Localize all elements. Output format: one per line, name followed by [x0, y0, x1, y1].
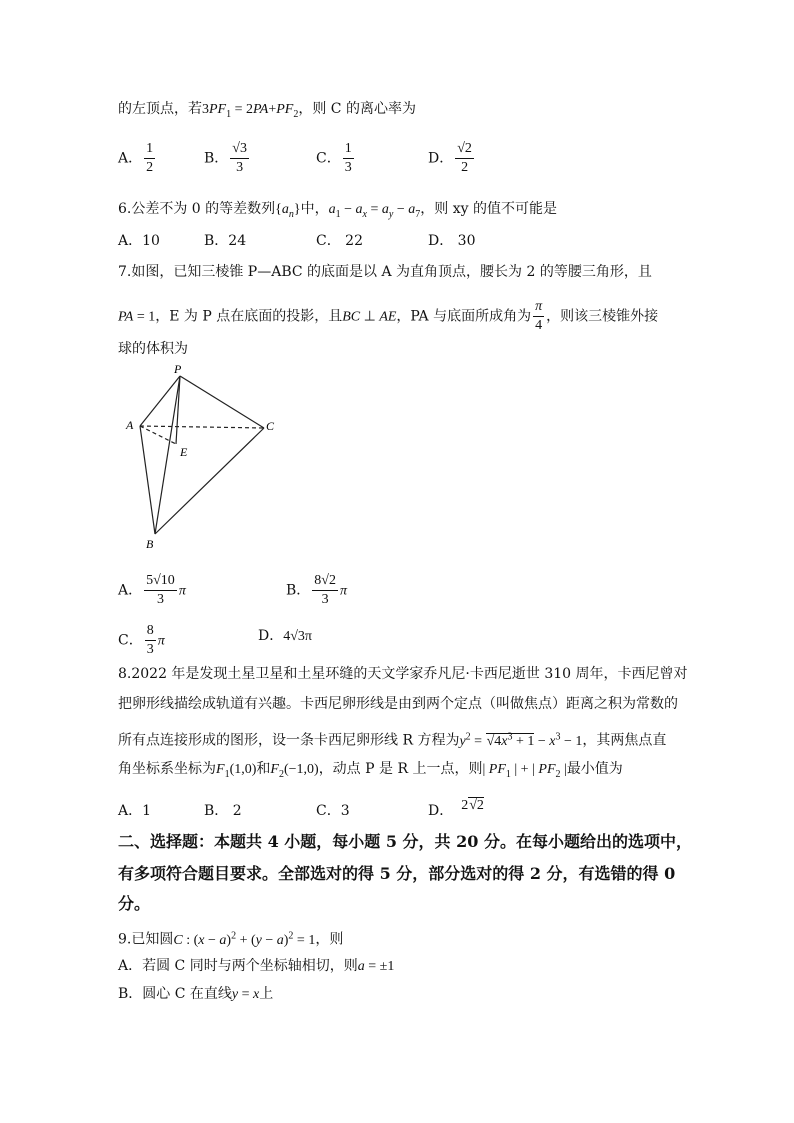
- q5-option-d[interactable]: D． $\frac{√2}{2}$: [428, 141, 472, 175]
- sequence-symbol: $\{a_n\}$: [275, 202, 301, 220]
- label-a: A: [126, 418, 134, 432]
- q8-stem-line1: 8.2022 年是发现土星卫星和土星环缝的天文学家乔凡尼·卡西尼逝世 310 周年，卡西尼曾对: [118, 666, 688, 682]
- q8-stem-line4: 角坐标系坐标为$F_1(1,0)$和$F_2(-1,0)$，动点 P 是 R 上一点，则| $PF_1$ | + | $PF_2$ |最小值为: [118, 761, 623, 780]
- q5-option-a[interactable]: A． $\frac{1}{2}$: [118, 141, 154, 175]
- q5-stem: 的左顶点，若$3PF_1 = 2PA+PF_2$，则 C 的离心率为: [118, 101, 416, 120]
- sequence-equation: $a_1 - a_x = a_y - a_7$: [328, 202, 421, 220]
- q7-stem-line3: 球的体积为: [118, 341, 188, 357]
- label-b: B: [146, 537, 154, 551]
- label-e: E: [180, 445, 188, 459]
- q8-stem-line2: 把卵形线描绘成轨道有兴趣。卡西尼卵形线是由到两个定点（叫做焦点）距离之积为常数的: [118, 696, 678, 712]
- section2-heading-line2: 有多项符合题目要求。全部选对的得 5 分，部分选对的得 2 分，有选错的得 0: [118, 864, 676, 883]
- q8-option-b[interactable]: B． 2: [204, 803, 242, 819]
- q6-option-a[interactable]: A．10: [118, 233, 160, 249]
- tetrahedron-figure: [124, 362, 280, 552]
- q8-stem-line3: 所有点连接形成的图形，设一条卡西尼卵形线 R 方程为$y^2 = √4x^3 + 1 - x^3 - 1$，其两焦点直: [118, 731, 667, 749]
- q7-option-b[interactable]: B． $\frac{8√2}{3}$ π: [286, 573, 347, 607]
- label-c: C: [266, 419, 275, 433]
- q9-option-b[interactable]: B．圆心 C 在直线y = x上: [118, 986, 274, 1002]
- q8-option-d[interactable]: D． 2√2: [428, 798, 484, 819]
- q7-stem-line1: 7.如图，已知三棱锥 P—ABC 的底面是以 A 为直角顶点，腰长为 2 的等腰三角形，且: [118, 264, 652, 280]
- q7-option-d[interactable]: D．4√3π: [258, 628, 312, 644]
- q7-stem-line2: PA = 1，E 为 P 点在底面的投影，且BC ⊥ AE，PA 与底面所成角为 $\frac{\pi}{4}$ ，则该三棱锥外接: [118, 299, 659, 333]
- q8-option-c[interactable]: C．3: [316, 803, 350, 819]
- q9-stem: 9.已知圆C : $(x - a)^2 + (y - a)^2 = 1$，则: [118, 930, 344, 948]
- q9-option-a[interactable]: A．若圆 C 同时与两个坐标轴相切，则a = ±1: [118, 958, 395, 974]
- label-p: P: [174, 362, 182, 376]
- q8-option-a[interactable]: A．1: [118, 803, 152, 819]
- q7-option-a[interactable]: A． $\frac{5√10}{3}$ π: [118, 573, 186, 607]
- q7-option-c[interactable]: C． $\frac{8}{3}$ π: [118, 623, 165, 657]
- q6-option-d[interactable]: D． 30: [428, 233, 476, 249]
- q6-stem: 6.公差不为 0 的等差数列$\{a_n\}$中，$a_1 - a_x = a_y - a_7$，则 xy 的值不可能是: [118, 201, 557, 220]
- q5-option-c[interactable]: C． $\frac{1}{3}$: [316, 141, 352, 175]
- q6-option-c[interactable]: C． 22: [316, 233, 363, 249]
- cassini-equation: $y^2 = √4x^3 + 1 - x^3 - 1$: [459, 731, 583, 749]
- vector-equation: $3PF_1 = 2PA+PF_2$: [202, 102, 299, 120]
- circle-equation: C : $(x - a)^2 + (y - a)^2 = 1$: [173, 930, 316, 948]
- q6-option-b[interactable]: B．24: [204, 233, 247, 249]
- q5-option-b[interactable]: B． $\frac{√3}{3}$: [204, 141, 247, 175]
- section2-heading-line1: 二、选择题：本题共 4 小题，每小题 5 分，共 20 分。在每小题给出的选项中，: [118, 832, 692, 851]
- section2-heading-line3: 分。: [118, 894, 151, 913]
